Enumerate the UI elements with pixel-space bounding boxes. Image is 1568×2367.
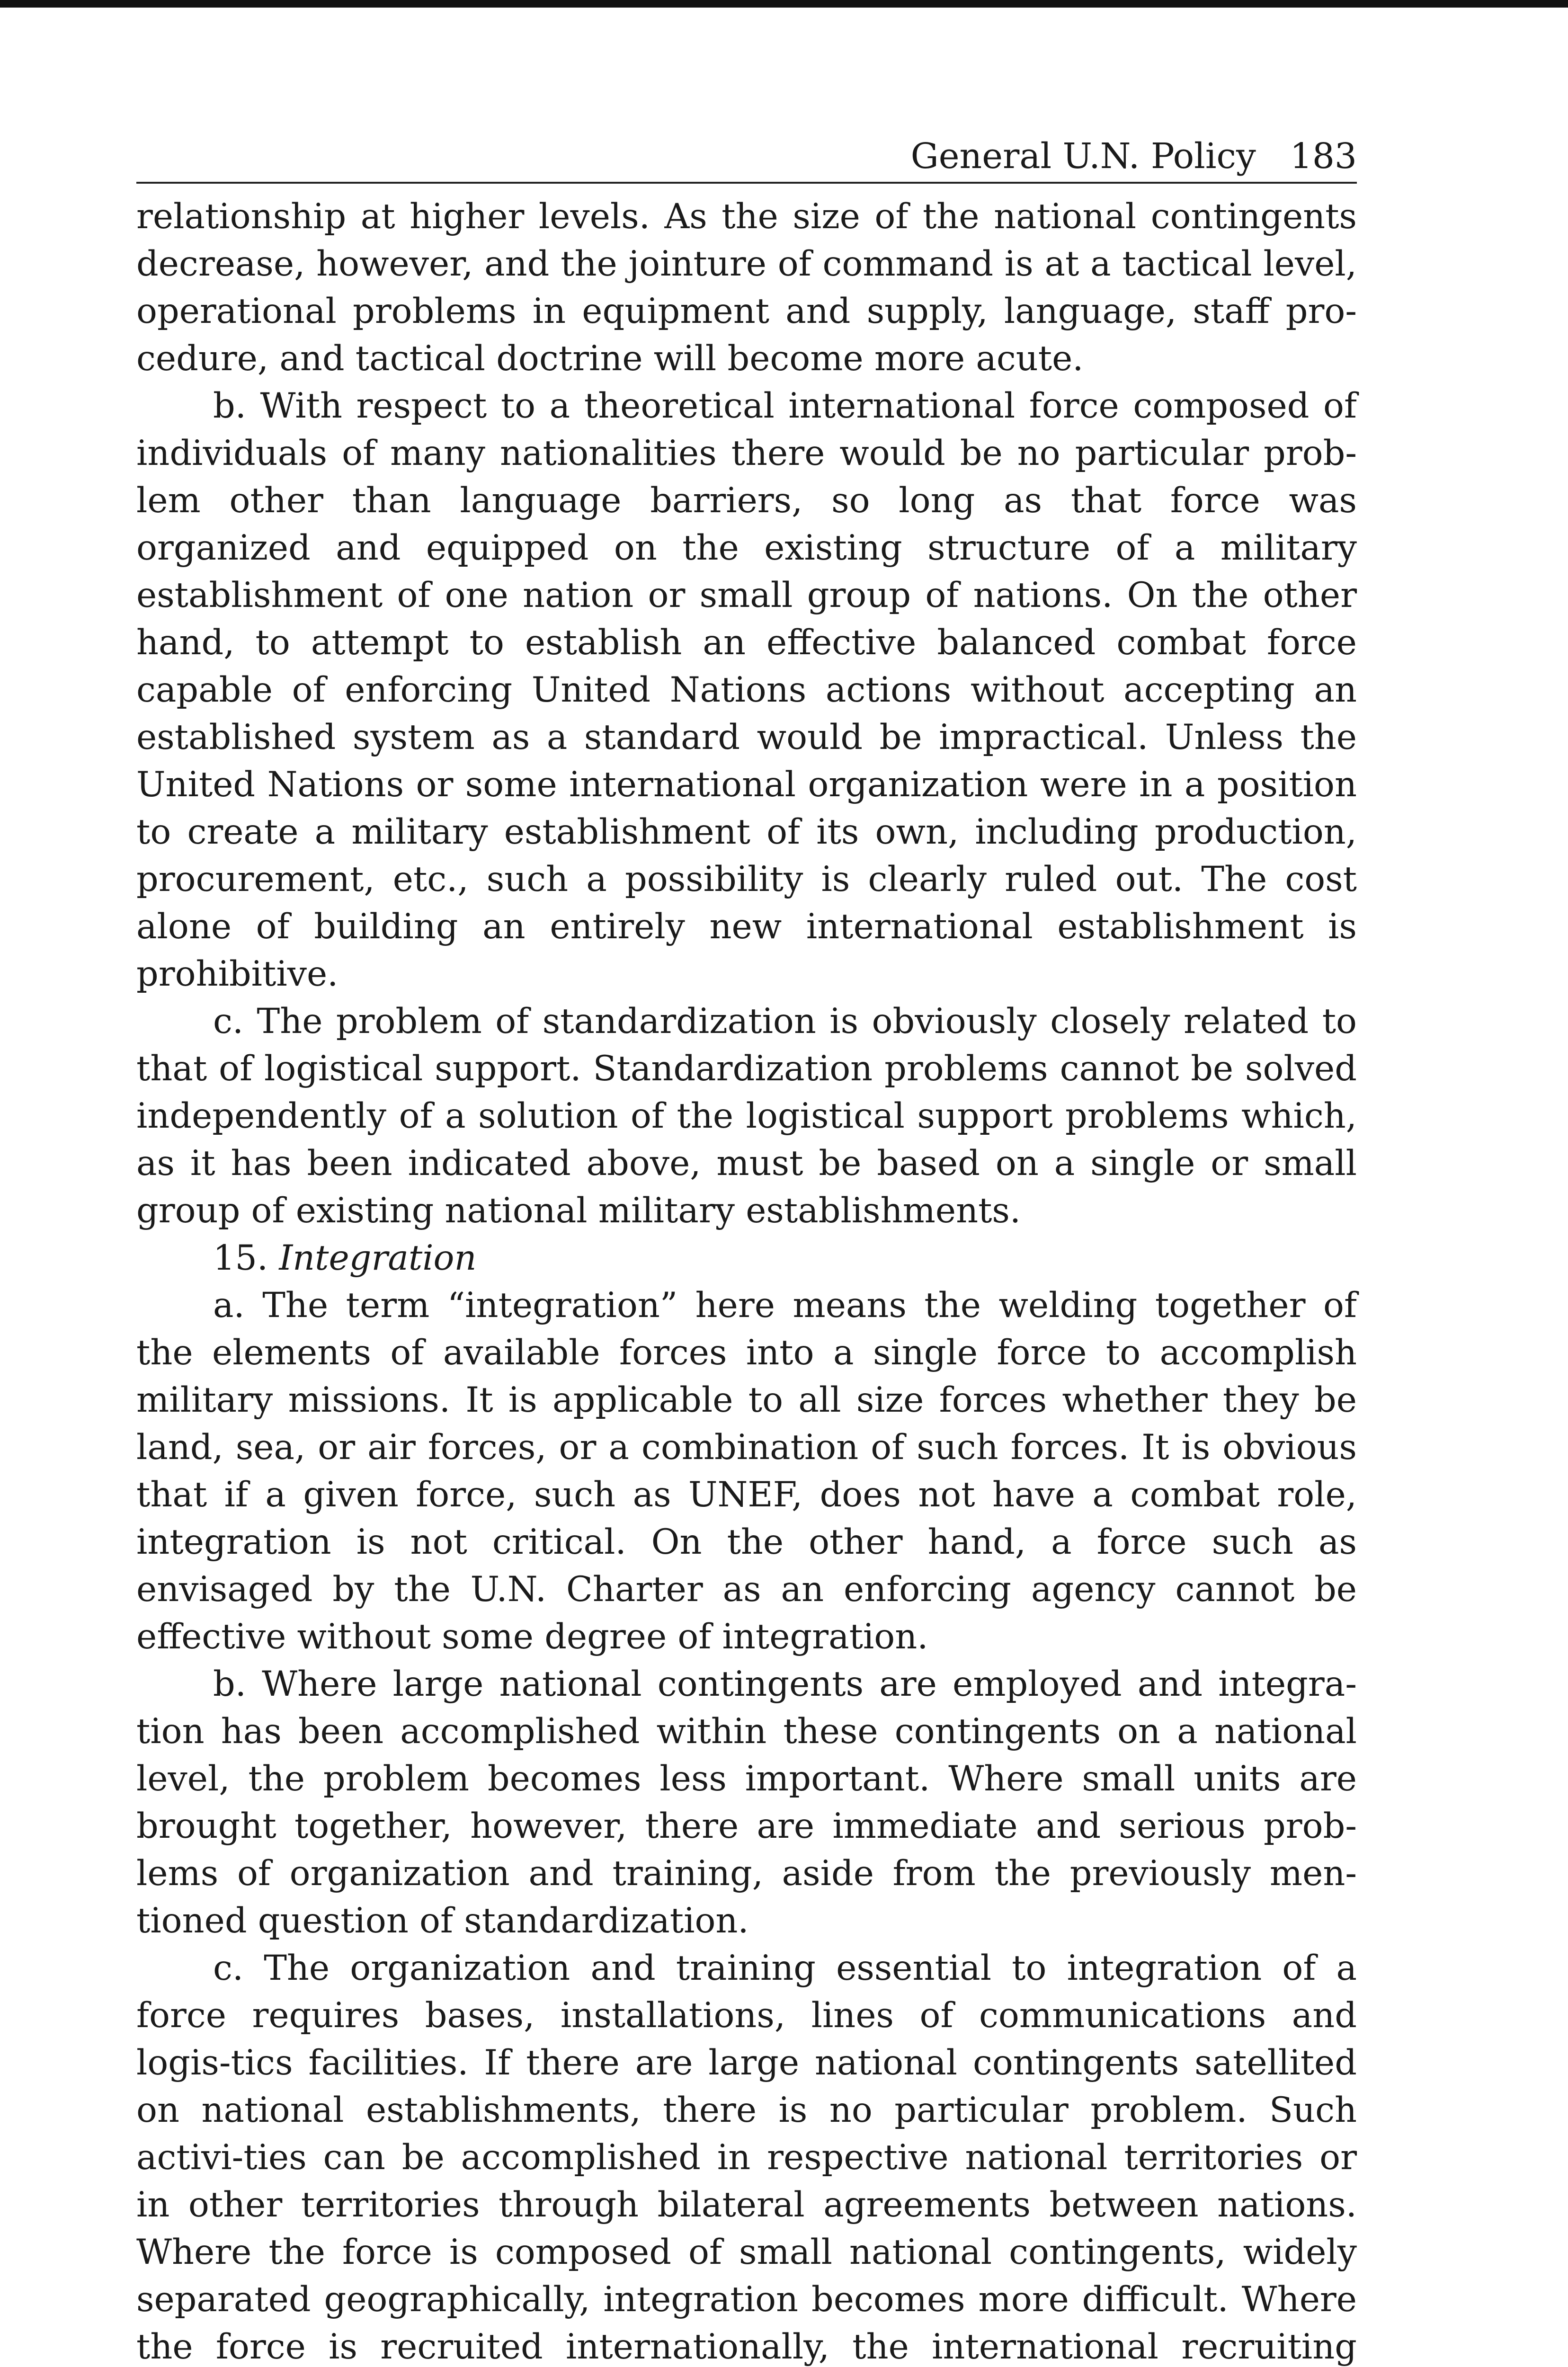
paragraph-14b: b. With respect to a theoretical international force composed of individuals of many nationalities there would be no particular prob-lem other than language barriers, so long as that force was organized and equipped on the existing structure of a military establishment of one nation or small group of nations. On the other hand, to attempt to establish an effective balanced combat force capable of enforcing United Nations actions without accepting an established system as a standard would be impractical. Unless the United Nations or some international organization were in a position to create a military establishment of its own, including production, procurement, etc., such a possibility is clearly ruled out. The cost alone of building an entirely new international establishment is prohibitive.: [136, 386, 1357, 994]
paragraph-continuation: relationship at higher levels. As the size of the national contingents decrease, however, and the jointure of command is at a tactical level, operational problems in equipment and supply, language, staff pro-cedure, and tactical doctrine will become more acute.: [136, 196, 1357, 379]
paragraph-15c: c. The organization and training essential to integration of a force requires bases, installations, lines of communications and logis-tics facilities. If there are large national contingents satellited on national establishments, there is no particular problem. Such activi-ties can be accomplished in respective national territories or in other territories through bilateral agreements between nations. Where the force is composed of small national contingents, widely separated geographically, integration becomes more difficult. Where the force is recruited internationally, the international recruiting: [136, 1948, 1357, 2367]
body-text: [136, 193, 1357, 2367]
section-title: Integration: [279, 1238, 477, 1278]
book-page: [136, 133, 1357, 2367]
page-number: 183: [1290, 136, 1357, 177]
top-border-rule: [0, 0, 1568, 8]
paragraph-15a: a. The term “integration” here means the welding together of the elements of available forces into a single force to accomplish military missions. It is applicable to all size forces whether they be land, sea, or air forces, or a combination of such forces. It is obvious that if a given force, such as UNEF, does not have a combat role, integration is not critical. On the other hand, a force such as envisaged by the U.N. Charter as an enforcing agency cannot be effective without some degree of integration.: [136, 1285, 1357, 1657]
section-number: 15.: [213, 1238, 268, 1278]
paragraph-15b: b. Where large national contingents are employed and integra-tion has been accomplished within these contingents on a national level, the problem becomes less important. Where small units are brought together, however, there are immediate and serious prob-lems of organization and training, aside from the previously men-tioned question of standardization.: [136, 1664, 1357, 1941]
paragraph-14c: c. The problem of standardization is obviously closely related to that of logistical support. Standardization problems cannot be solved independently of a solution of the logistical support problems which, as it has been indicated above, must be based on a single or small group of existing national military establishments.: [136, 1001, 1357, 1231]
section-heading: [136, 1235, 1357, 1282]
running-head: [136, 133, 1357, 184]
running-head-title: General U.N. Policy: [910, 136, 1256, 177]
